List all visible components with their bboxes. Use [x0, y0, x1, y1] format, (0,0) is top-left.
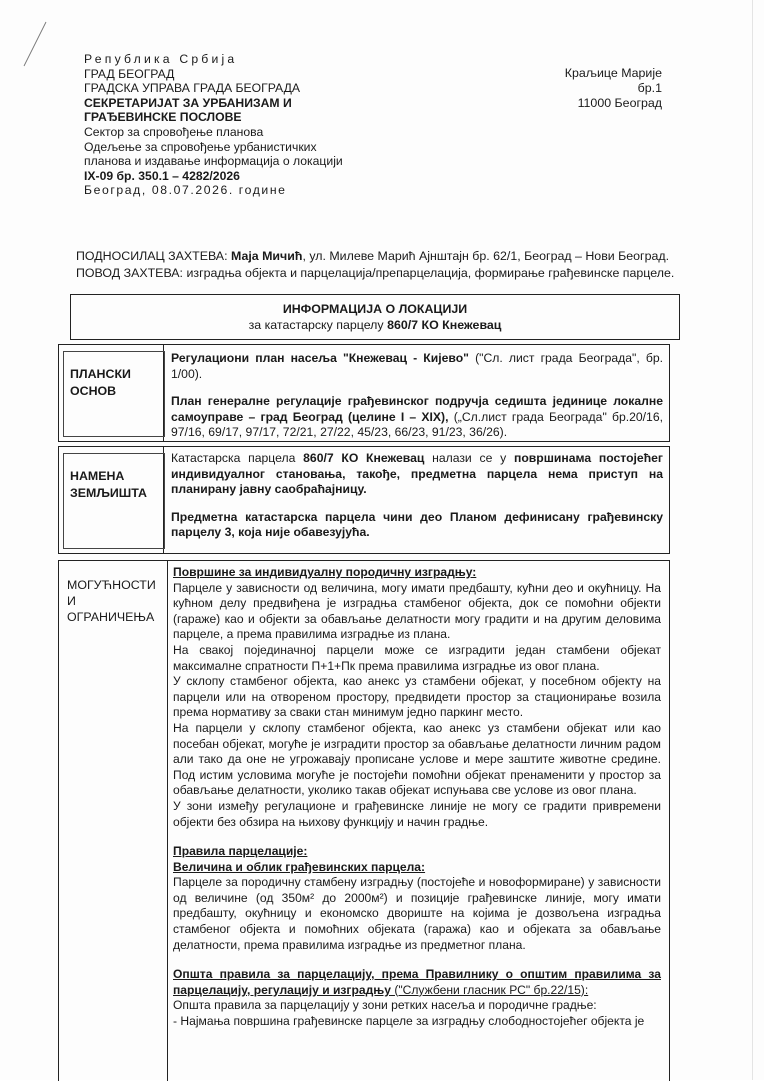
plan-name: Регулациони план насеља "Кнежевац - Кијево"	[171, 351, 469, 365]
reason-text: изградња објекта и парцелација/препарцелација, формирање грађевинске парцеле.	[186, 266, 675, 280]
department-line2: планова и издавање информација о локацији	[84, 154, 343, 169]
department-line1: Одељење за спровођење урбанистичких	[84, 139, 317, 154]
section-possibilities-restrictions	[58, 560, 670, 1081]
document-title: ИНФОРМАЦИЈА О ЛОКАЦИЈИ	[282, 302, 468, 316]
list-item: - Најмања површина грађевинске парцеле за изградњу слободностојећег објекта је	[173, 1014, 645, 1029]
page-edge-line	[752, 0, 753, 1080]
subheading-general-rules	[173, 967, 661, 998]
section-label-possibilities	[59, 561, 165, 1081]
subheading-individual-housing: Површине за индивидуалну породичну изградњу:	[173, 565, 477, 579]
country-name: Република Србија	[84, 52, 238, 66]
subheading-parcelation-rules: Правила парцелације:	[173, 844, 308, 859]
reason-label: ПОВОД ЗАХТЕВА:	[76, 266, 184, 280]
institution-address	[548, 66, 662, 111]
plan-reference-2	[171, 394, 663, 441]
heading-gazette: ("Службени гласник РС" бр.22/15):	[390, 982, 589, 997]
section-content-planning-basis	[171, 351, 663, 441]
sector-name: Сектор за спровођење планова	[84, 124, 264, 139]
document-title-box	[70, 294, 680, 340]
section-label-planning-basis	[59, 345, 164, 441]
applicant-label: ПОДНОСИЛАЦ ЗАХТЕВА:	[76, 249, 228, 263]
place-date: Београд, 08.07.2026. године	[84, 183, 287, 198]
parcel-id: 860/7 КО Кнежевац	[303, 451, 425, 465]
plan-name: План генералне регулације грађевинског подручја седишта јединице локалне самоуправе – град Београд (целине I – XIX),	[171, 394, 663, 424]
land-use-paragraph-2: Предметна катастарска парцела чини део Планом дефинисану грађевинску парцелу 3, која није обавезујућа.	[171, 509, 663, 540]
section-land-use	[58, 446, 670, 554]
column-divider	[167, 561, 168, 1081]
label-line: ОГРАНИЧЕЊА	[67, 610, 155, 624]
paragraph: На свакој појединачној парцели може се изградити један стамбени објекат максималне спратности П+1+Пк према правилима изградње из овог плана.	[173, 642, 661, 673]
address-line2: 11000 Београд	[577, 96, 662, 110]
land-use-paragraph-1	[171, 451, 663, 498]
section-label-land-use	[59, 447, 164, 553]
applicant-line	[76, 248, 674, 265]
paragraph: Парцеле у зависности од величина, могу имати предбашту, кућни део и окућницу. На кућном делу предвиђена је изградња стамбеног објекта, док се помоћни објекти (гараже) као и објекти за обављање делатности могу градити и на другим деловима парцеле, а према правилима изградње из плана.	[173, 580, 661, 642]
pen-stroke-mark	[18, 20, 48, 70]
section-content-possibilities	[173, 565, 661, 1030]
label-frame	[61, 573, 161, 625]
section-content-land-use	[171, 451, 663, 541]
institution-header	[84, 52, 343, 198]
reason-line	[76, 265, 674, 282]
document-subtitle	[71, 317, 679, 333]
heading-bold-part: Општа правила за парцелацију, према Правилнику о општим правилима за парцелацију, регулацију и изградњу	[173, 967, 661, 997]
plan-gazette: ("Сл. лист града Београда", бр. 1/00).	[171, 351, 663, 381]
plan-gazette: („Сл.лист града Београда" бр.20/16, 97/16, 69/17, 97/17, 72/21, 27/22, 45/23, 66/23, 91/23, 36/26).	[171, 409, 663, 440]
subheading-parcel-size: Величина и облик грађевинских парцела:	[173, 859, 426, 874]
label-line: ПЛАНСКИ	[70, 367, 131, 381]
label-line: ОСНОВ	[70, 384, 117, 398]
label-line: НАМЕНА	[70, 469, 125, 483]
plan-reference-1	[171, 351, 663, 382]
label-frame	[63, 351, 165, 437]
applicant-address: , ул. Милеве Марић Ајнштајн бр. 62/1, Београд – Нови Београд.	[302, 249, 670, 263]
paragraph: У склопу стамбеног објекта, као анекс уз стамбени објекат, у посебном објекту на парцели или на отвореном простору, предвидети простор за стационирање возила према нормативу за сваки стан минимум једно паркинг место.	[173, 674, 661, 720]
label-line: МОГУЋНОСТИ	[67, 578, 156, 592]
paragraph: Парцеле за породичну стамбену изградњу (постојеће и новоформиране) у зависности од величине (од 350м² до 2000м²) и позиције грађевинске линије, могу имати предбашту, окућницу и економско двориште на којима је дозвољена изградња стамбеног објекта и помоћних објеката (гаража) као и објеката за обављање делатности, према правилима изградње из предметног плана.	[173, 875, 661, 952]
paragraph: На парцели у склопу стамбеног објекта, као анекс уз стамбени објекат или као посебан објекат, могуће је изградити простор за обављање делатности личним радом али тако да оне не угрожавају прописане услове и мере заштите животне средине. Под истим условима могуће је постојећи помоћни објекат пренаменити у простор за обављање делатности, уколико такав објекат испуњава све услове из овог плана.	[173, 720, 661, 798]
administration-name: ГРАДСКА УПРАВА ГРАДА БЕОГРАДА	[84, 81, 300, 96]
label-line: ЗЕМЉИШТА	[70, 486, 147, 500]
paragraph: У зони између регулационе и грађевинске линије не могу се градити привремени објекти без обзира на њихову функцију и начин градње.	[173, 798, 661, 829]
label-line: И	[67, 594, 76, 608]
city-name: ГРАД БЕОГРАД	[84, 66, 175, 81]
land-use-description: површинама постојећег индивидуалног становања, такође, предметна парцела нема приступ на планирану јавну саобраћајницу.	[171, 451, 664, 497]
applicant-name: Маја Мичић	[230, 249, 303, 263]
label-frame	[63, 453, 165, 549]
parcel-id: 860/7 КО Кнежевац	[387, 318, 502, 332]
text-run: Катастарска парцела	[171, 451, 304, 465]
secretariat-line2: ГРАЂЕВИНСКЕ ПОСЛОВЕ	[84, 110, 242, 125]
case-number: IX-09 бр. 350.1 – 4282/2026	[84, 168, 240, 183]
request-info	[76, 248, 674, 282]
section-planning-basis	[58, 344, 670, 442]
secretariat-line1: СЕКРЕТАРИЈАТ ЗА УРБАНИЗАМ И	[84, 95, 292, 110]
text-run: налази се у	[424, 451, 514, 465]
paragraph: Општа правила за парцелацију у зони ретких насеља и породичне градње:	[173, 998, 597, 1013]
address-line1: Краљице Марије бр.1	[564, 66, 662, 95]
subtitle-prefix: за катастарску парцелу	[248, 318, 388, 332]
